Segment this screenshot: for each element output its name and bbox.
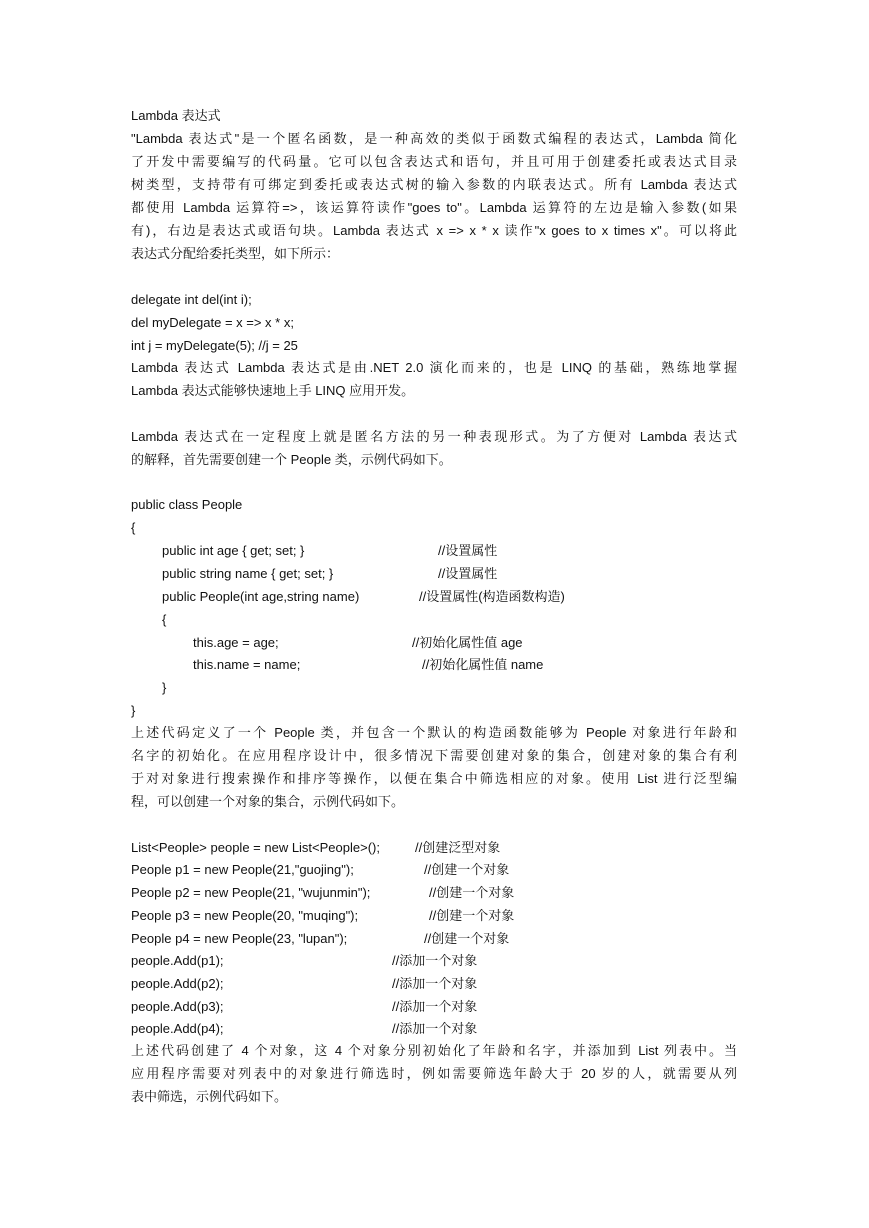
- para-line: 名字的初始化。在应用程序设计中，很多情况下需要创建对象的集合，创建对象的集合有利: [131, 748, 737, 763]
- code-line: del myDelegate = x => x * x;: [131, 315, 294, 330]
- code-comment: //创建一个对象: [429, 885, 515, 900]
- code-line: }: [162, 680, 167, 695]
- para-line: 上述代码创建了 4 个对象，这 4 个对象分别初始化了年龄和名字，并添加到 List 列表中。当: [131, 1043, 737, 1058]
- para-line: Lambda 表达式 Lambda 表达式是由.NET 2.0 演化而来的，也是 LINQ 的基础，熟练地掌握: [131, 360, 737, 375]
- code-line: public string name { get; set; }: [162, 566, 334, 581]
- intro-line: 树类型，支持带有可绑定到委托或表达式树的输入参数的内联表达式。所有 Lambda 表达式: [131, 177, 737, 192]
- intro-line: 有)，右边是表达式或语句块。Lambda 表达式 x => x * x 读作"x goes to x times x"。可以将此: [131, 223, 737, 238]
- code-comment: //设置属性: [438, 566, 498, 581]
- code-line: public int age { get; set; }: [162, 543, 305, 558]
- para-line: 上述代码定义了一个 People 类，并包含一个默认的构造函数能够为 People 对象进行年龄和: [131, 725, 737, 740]
- code-comment: //添加一个对象: [392, 1021, 478, 1036]
- para-line: 程，可以创建一个对象的集合，示例代码如下。: [131, 794, 405, 809]
- code-line: List<People> people = new List<People>();: [131, 840, 380, 855]
- title: Lambda 表达式: [131, 108, 221, 123]
- code-comment: //设置属性: [438, 543, 498, 558]
- para-line: Lambda 表达式在一定程度上就是匿名方法的另一种表现形式。为了方便对 Lambda 表达式: [131, 429, 737, 444]
- code-line: People p1 = new People(21,"guojing");: [131, 862, 354, 877]
- code-line: public People(int age,string name): [162, 589, 360, 604]
- code-line: this.name = name;: [193, 657, 301, 672]
- code-comment: //创建一个对象: [429, 908, 515, 923]
- code-line: people.Add(p2);: [131, 976, 224, 991]
- code-line: People p3 = new People(20, "muqing");: [131, 908, 359, 923]
- code-comment: //创建一个对象: [424, 931, 510, 946]
- para-line: Lambda 表达式能够快速地上手 LINQ 应用开发。: [131, 383, 415, 398]
- code-line: public class People: [131, 497, 243, 512]
- para-line: 于对对象进行搜索操作和排序等操作，以便在集合中筛选相应的对象。使用 List 进行泛型编: [131, 771, 737, 786]
- intro-line: 了开发中需要编写的代码量。它可以包含表达式和语句，并且可用于创建委托或表达式目录: [131, 154, 737, 169]
- code-line: }: [131, 703, 136, 718]
- para-line: 表中筛选，示例代码如下。: [131, 1089, 288, 1104]
- code-line: people.Add(p3);: [131, 999, 224, 1014]
- code-comment: //添加一个对象: [392, 953, 478, 968]
- code-comment: //创建泛型对象: [415, 840, 501, 855]
- intro-line: 表达式分配给委托类型，如下所示：: [131, 246, 340, 261]
- code-line: int j = myDelegate(5); //j = 25: [131, 338, 298, 353]
- code-line: people.Add(p4);: [131, 1021, 224, 1036]
- intro-line: "Lambda 表达式"是一个匿名函数，是一种高效的类似于函数式编程的表达式，Lambda 简化: [131, 131, 737, 146]
- code-line: {: [162, 612, 167, 627]
- para-line: 应用程序需要对列表中的对象进行筛选时，例如需要筛选年龄大于 20 岁的人，就需要从列: [131, 1066, 737, 1081]
- code-line: People p2 = new People(21, "wujunmin");: [131, 885, 371, 900]
- code-line: people.Add(p1);: [131, 953, 224, 968]
- code-line: People p4 = new People(23, "lupan");: [131, 931, 348, 946]
- code-comment: //初始化属性值 age: [412, 635, 523, 650]
- code-comment: //添加一个对象: [392, 999, 478, 1014]
- code-line: this.age = age;: [193, 635, 279, 650]
- code-comment: //添加一个对象: [392, 976, 478, 991]
- code-comment: //创建一个对象: [424, 862, 510, 877]
- intro-line: 都使用 Lambda 运算符=>，该运算符读作"goes to"。Lambda 运算符的左边是输入参数(如果: [131, 200, 737, 215]
- para-line: 的解释，首先需要创建一个 People 类，示例代码如下。: [131, 452, 452, 467]
- code-comment: //初始化属性值 name: [422, 657, 544, 672]
- code-line: delegate int del(int i);: [131, 292, 252, 307]
- code-line: {: [131, 520, 136, 535]
- code-comment: //设置属性(构造函数构造): [419, 589, 565, 604]
